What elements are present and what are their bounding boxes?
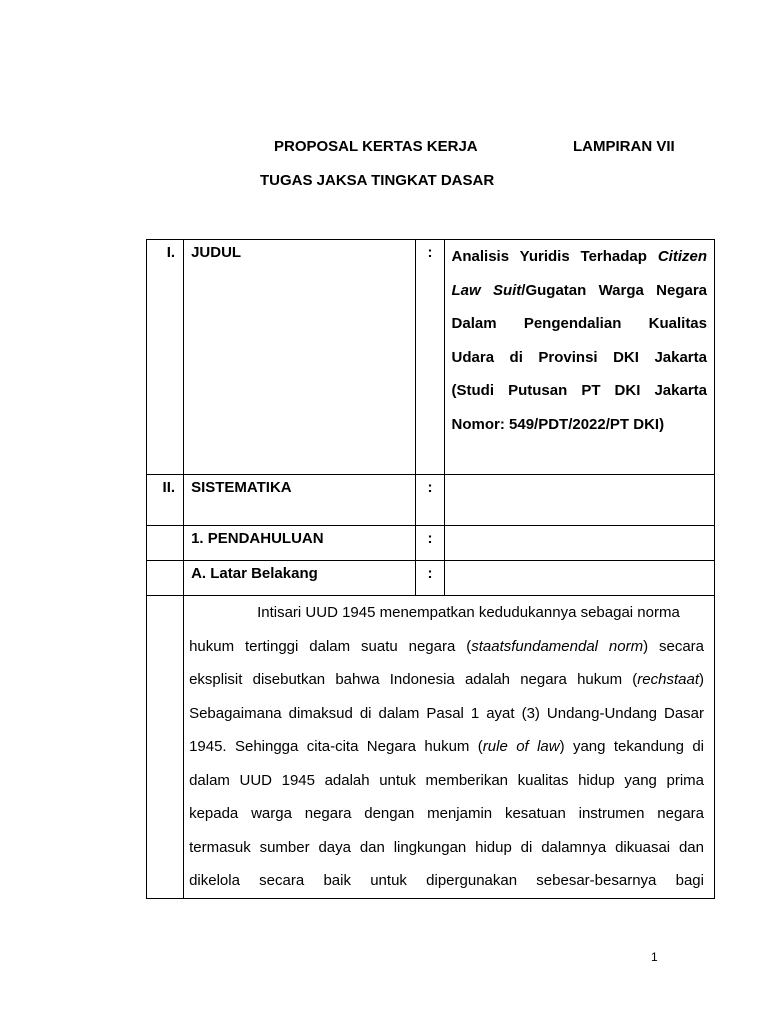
- title-line: Analisis Yuridis Terhadap Citizen: [451, 248, 707, 265]
- title-line: (Studi Putusan PT DKI Jakarta: [451, 382, 707, 399]
- row-label: 1. PENDAHULUAN: [184, 526, 416, 561]
- body-paragraph: [184, 596, 715, 899]
- proposal-table: [146, 239, 715, 899]
- row-colon: :: [416, 475, 444, 526]
- row-colon: :: [416, 561, 444, 596]
- row-number: II.: [147, 475, 184, 526]
- body-line: eksplisit disebutkan bahwa Indonesia adalah negara hukum (rechstaat): [189, 671, 704, 688]
- row-number: I.: [147, 240, 184, 475]
- body-line: Intisari UUD 1945 menempatkan kedudukannya sebagai norma: [257, 604, 680, 621]
- row-latar-belakang: [147, 561, 715, 596]
- body-line: 1945. Sehingga cita-cita Negara hukum (rule of law) yang tekandung di: [189, 738, 704, 755]
- row-label: SISTEMATIKA: [184, 475, 416, 526]
- title-line: Law Suit/Gugatan Warga Negara: [451, 281, 707, 299]
- row-colon: :: [416, 240, 444, 475]
- row-value: [444, 475, 714, 526]
- body-line: termasuk sumber daya dan lingkungan hidup di dalamnya dikuasai dan: [189, 838, 704, 856]
- title-line: Udara di Provinsi DKI Jakarta: [451, 348, 707, 366]
- body-line: Sebagaimana dimaksud di dalam Pasal 1 ayat (3) Undang-Undang Dasar: [189, 704, 704, 722]
- row-value: [444, 526, 714, 561]
- attachment-label: LAMPIRAN VII: [573, 138, 675, 155]
- title-line: Dalam Pengendalian Kualitas: [451, 315, 707, 332]
- body-line: hukum tertinggi dalam suatu negara (staatsfundamendal norm) secara: [189, 637, 704, 655]
- row-sistematika: [147, 475, 715, 526]
- row-label: JUDUL: [184, 240, 416, 475]
- document-subtitle: TUGAS JAKSA TINGKAT DASAR: [260, 172, 495, 189]
- title-line: Nomor: 549/PDT/2022/PT DKI): [451, 415, 665, 433]
- body-line: kepada warga negara dengan menjamin kesatuan instrumen negara: [189, 805, 704, 822]
- row-number: [147, 596, 184, 899]
- research-title: [444, 240, 714, 475]
- document-title: PROPOSAL KERTAS KERJA: [274, 138, 478, 155]
- row-body: [147, 596, 715, 899]
- body-line: dalam UUD 1945 adalah untuk memberikan kualitas hidup yang prima: [189, 771, 704, 789]
- row-judul: [147, 240, 715, 475]
- row-value: [444, 561, 714, 596]
- row-number: [147, 526, 184, 561]
- body-line: dikelola secara baik untuk dipergunakan sebesar-besarnya bagi: [189, 872, 704, 889]
- row-pendahuluan: [147, 526, 715, 561]
- page-number: 1: [651, 950, 658, 964]
- row-number: [147, 561, 184, 596]
- row-label: A. Latar Belakang: [184, 561, 416, 596]
- row-colon: :: [416, 526, 444, 561]
